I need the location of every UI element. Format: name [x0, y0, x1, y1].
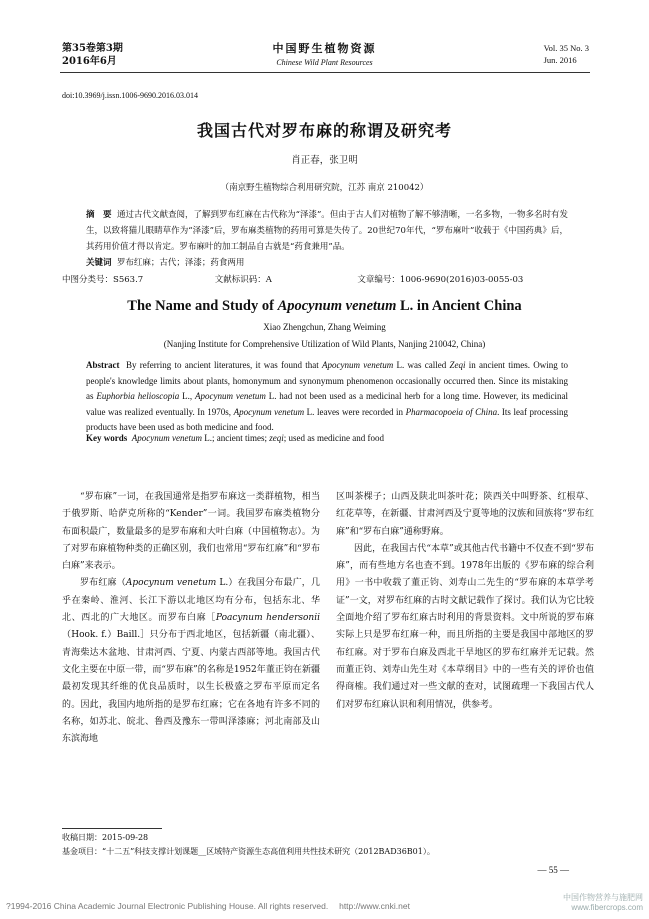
volume-issue-cn: 第35卷第3期 [62, 43, 123, 54]
clc-label: 中图分类号： [62, 275, 114, 285]
abstract-en-text: L., [179, 391, 195, 402]
clc-value: S563.7 [113, 275, 144, 285]
keywords-en [86, 433, 568, 443]
article-no-value: 1006-9690(2016)03-0055-03 [399, 275, 524, 285]
body-column-left [62, 489, 320, 748]
footnote-rule [62, 828, 162, 829]
latin-name: Poacynum hendersonii [215, 613, 320, 624]
article-no-item [357, 273, 523, 285]
abstract-en [86, 358, 568, 436]
article-no-label: 文章编号： [357, 275, 400, 285]
fund-label: 基金项目： [62, 847, 102, 856]
copyright-line: ?1994-2016 China Academic Journal Electronic Publishing House. All rights reserved. http://www.cnki.net [6, 901, 410, 911]
title-cn: 我国古代对罗布麻的称谓及研究考 [196, 121, 452, 140]
authors-cn: 肖正春，张卫明 [291, 155, 358, 166]
doi: doi:10.3969/j.issn.1006-9690.2016.03.014 [62, 91, 199, 100]
clc-item [62, 273, 212, 285]
footnote-received [62, 831, 602, 844]
keywords-cn [86, 256, 568, 268]
doc-code-item [215, 273, 355, 285]
date-cn: 2016年6月 [62, 56, 117, 67]
abstract-cn-label: 摘 要 [86, 210, 112, 220]
watermark [563, 893, 643, 913]
watermark-line2: www.fibercrops.com [571, 903, 643, 912]
abstract-en-italic: Zeqi [449, 360, 466, 370]
affiliation-en: (Nanjing Institute for Comprehensive Utilization of Wild Plants, Nanjing 210042, China) [163, 339, 486, 349]
keywords-cn-text: 罗布红麻；古代；泽漆；药食两用 [116, 258, 245, 268]
abstract-cn-text: 通过古代文献查阅，了解到罗布红麻在古代称为“泽漆”。但由于古人们对植物了解不够清晰，一名多物，一物多名时有发生，以致将猫儿眼睛草作为“泽漆”后，罗布麻类植物的药用可算是失传了。20世纪70年代，“罗布麻叶”收载于《中国药典》后，其药用价值才得以肯定。罗布麻叶的加工制品自古就是“药食兼用”品。 [86, 210, 568, 252]
classification-line [62, 273, 602, 285]
volume-issue-en: Vol. 35 No. 3 [543, 43, 589, 53]
body-column-right [336, 489, 594, 714]
title-en [0, 298, 649, 315]
abstract-en-text: By referring to ancient literatures, it was found that [126, 360, 322, 370]
abstract-en-italic: Euphorbia helioscopia [96, 391, 180, 402]
authors-en: Xiao Zhengchun, Zhang Weiming [263, 322, 386, 332]
body-paragraph: 因此，在我国古代“本草”或其他古代书籍中不仅查不到“罗布麻”，而有些地方名也查不到。1978年出版的《罗布麻的综合利用》一书中收载了董正钧、刘寿山二先生的“罗布麻的本草学考证”一文，对罗布红麻的古时文献记载作了探讨。我们认为它比较全面地介绍了罗布红麻古时利用的背景资料。文中所说的罗布麻实际上只是罗布红麻一种，而且所指的主要是我国中部地区的罗布红麻。对于罗布白麻及西北干旱地区的罗布红麻并无记载。然而董正钧、刘寿山先生对《本草纲目》中的一些有关的评价也值得商榷。我们通过对一些文献的查对，试图疏理一下我国古代人们对罗布红麻认识和利用情况，供参考。 [336, 543, 594, 710]
body-text: L.）在我国分布最广，几乎在秦岭、淮河、长江下游以北地区均有分布，包括东北、华北、西北的广大地区。而罗布白麻［ [62, 578, 320, 624]
abstract-en-italic: Apocynum venetum [194, 391, 266, 402]
keywords-en-label: Key words [86, 433, 128, 443]
abstract-cn [86, 207, 568, 255]
abstract-en-italic: Pharmacopoeia of China [405, 406, 498, 417]
title-en-suffix: L. in Ancient China [396, 298, 522, 314]
title-en-italic: Apocynum venetum [277, 298, 397, 314]
keywords-en-italic: Apocynum venetum [131, 433, 202, 443]
keywords-en-text: ; used as medicine and food [283, 433, 384, 443]
header-rule [60, 72, 590, 73]
keywords-en-italic: zeqi [269, 433, 284, 443]
body-paragraph [62, 575, 320, 748]
abstract-en-text: L. was called [393, 360, 450, 370]
keywords-cn-label: 关键词 [86, 258, 112, 268]
journal-name-en: Chinese Wild Plant Resources [276, 58, 373, 67]
page-number: — 55 — [537, 865, 569, 875]
abstract-en-label: Abstract [86, 360, 120, 370]
received-value: 2015-09-28 [102, 833, 149, 842]
abstract-en-text: L. had not been used as a medicinal herb for a long time. However, its medicinal value was realized eventually. In 1970s, [86, 391, 568, 417]
date-en: Jun. 2016 [543, 55, 577, 65]
fund-value: “十二五”科技支撑计划课题__区域特产资源生态高值利用共性技术研究（2012BAD36B01）。 [102, 847, 435, 856]
received-label: 收稿日期： [62, 833, 102, 842]
affiliation-cn: （南京野生植物综合利用研究院，江苏 南京 210042） [220, 183, 429, 193]
title-en-prefix: The Name and Study of [127, 298, 278, 314]
abstract-en-text: . Its leaf processing products have been used as both medicine and food. [86, 406, 568, 433]
abstract-en-text: in ancient times. Owing to people's knowledge limits about plants, homonymum and synonymum phenomenon occasionally occurred then. Since its mistaking as [86, 360, 569, 402]
body-text: 罗布红麻（ [80, 578, 126, 589]
journal-name-cn: 中国野生植物资源 [272, 42, 377, 55]
abstract-en-italic: Apocynum venetum [233, 406, 305, 417]
keywords-en-text: L.; ancient times; [201, 433, 270, 443]
abstract-en-text: L. leaves were recorded in [304, 406, 406, 417]
header-volume-en [544, 42, 589, 66]
body-paragraph: “罗布麻”一词，在我国通常是指罗布麻这一类群植物，相当于俄罗斯、哈萨克所称的“Kender”一词。我国罗布麻类植物分布面积最广，数量最多的是罗布麻和大叶白麻（中国植物志）。为了对罗布麻植物种类的正确区别，我们也常用“罗布红麻”和“罗布白麻”来表示。 [62, 492, 320, 572]
doc-code-label: 文献标识码： [214, 275, 266, 285]
footnote-fund [62, 845, 602, 858]
abstract-en-italic: Apocynum venetum [322, 360, 394, 370]
body-paragraph: 区叫茶棵子；山西及陕北叫茶叶花；陕西关中叫野茶、红根草、红花草等，在新疆、甘肃河西及宁夏等地的汉族和回族将“罗布红麻”和“罗布白麻”通称野麻。 [336, 492, 594, 537]
body-text: （Hook. f.）Baill.］只分布于西北地区，包括新疆（南北疆）、青海柴达木盆地、甘肃河西、宁夏、内蒙古西部等地。我国古代文化主要在中原一带，而“罗布麻”的名称是1952年董正钧在新疆最初发现其纤维的优良品质时，以生长极盛之罗布平原而定名的。因此，我国内地所指的是罗布红麻；它在各地有许多不同的名称，如苏北、皖北、鲁西及豫东一带叫泽漆麻；河北南部及山东滨海地 [62, 630, 320, 745]
watermark-line1: 中国作物营养与施肥网 [563, 893, 643, 902]
latin-name: Apocynum venetum [125, 578, 217, 589]
doc-code-value: A [265, 275, 272, 285]
